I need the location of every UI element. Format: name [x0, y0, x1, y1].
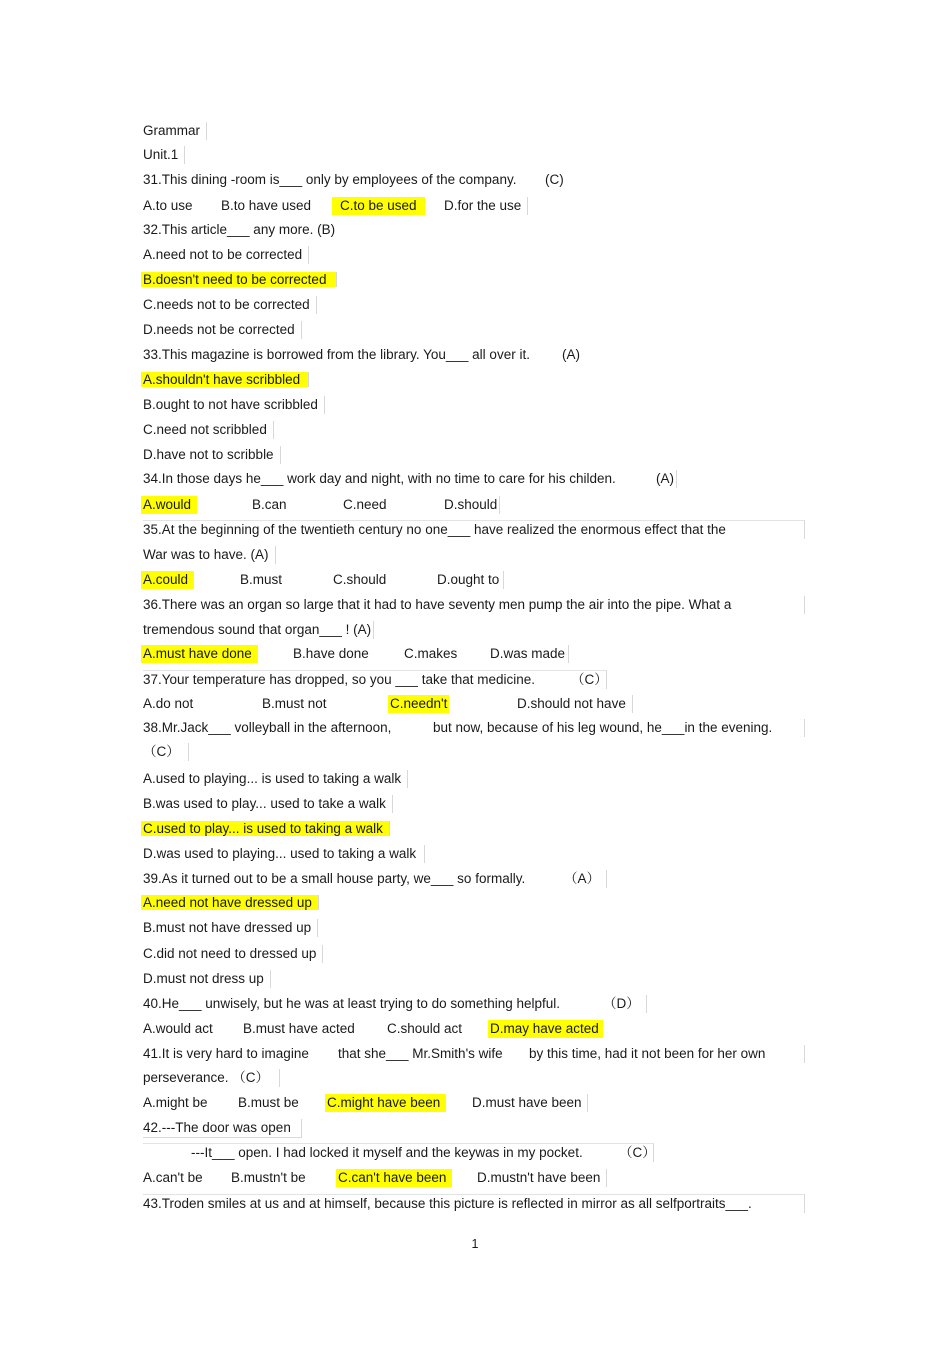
option-b: B.must be [238, 1095, 299, 1110]
option-d: D.needs not be corrected [143, 321, 302, 339]
heading: Grammar [143, 122, 207, 140]
option-c: C.did not need to dressed up [143, 945, 323, 963]
option-c: C.need not scribbled [143, 421, 274, 439]
question-36-line2: tremendous sound that organ___ ! (A) [143, 621, 374, 639]
options-31 [143, 197, 528, 215]
question-stem: 31.This dining -room is___ only by employees of the company. [143, 172, 517, 187]
option-c: C.need [343, 497, 387, 512]
option-d: D.was used to playing... used to taking a walk [143, 845, 425, 863]
option-c-correct: C.to be used [332, 197, 425, 215]
option-a: A.to use [143, 198, 193, 213]
option-c: C.needs not to be corrected [143, 296, 317, 314]
question-stem-b: that she___ Mr.Smith's wife [338, 1046, 503, 1061]
question-42: 42.---The door was open [143, 1119, 302, 1138]
option-d: D.for the use [444, 197, 528, 215]
option-b: B.can [252, 497, 287, 512]
option-c-correct: C.might have been [325, 1094, 446, 1112]
option-c-correct: C.needn't [390, 696, 448, 711]
option-a: A.would act [143, 1021, 213, 1036]
question-stem-c: by this time, had it not been for her own [529, 1046, 766, 1061]
page-number: 1 [471, 1237, 479, 1251]
option-b: B.mustn't be [231, 1170, 306, 1185]
option-b: B.have done [293, 646, 369, 661]
question-35-line2: War was to have. (A) [143, 546, 276, 564]
option-d: D.must not dress up [143, 970, 271, 988]
option-d: D.have not to scribble [143, 446, 281, 464]
option-d: D.should [444, 496, 500, 514]
option-b: B.was used to play... used to take a walk [143, 795, 393, 813]
option-d: D.mustn't have been [477, 1169, 607, 1187]
option-b-text: B.doesn't need to be corrected [141, 272, 337, 287]
answer-key: （D） [603, 995, 647, 1013]
option-b: B.must [240, 572, 283, 587]
option-a: A.can't be [143, 1170, 203, 1185]
question-stem-b: but now, because of his leg wound, he___in the evening. [433, 720, 773, 735]
option-c-correct [143, 820, 390, 838]
option-c-correct: C.can't have been [336, 1169, 452, 1187]
question-33 [143, 346, 580, 364]
option-a: A.used to playing... is used to taking a walk [143, 770, 408, 788]
answer-key: (A) [562, 347, 580, 362]
answer-key: （C） [571, 672, 608, 687]
question-38-line1 [143, 719, 805, 737]
options-41 [143, 1094, 588, 1112]
option-d: D.ought to [437, 571, 504, 589]
question-stem-a: 41.It is very hard to imagine [143, 1046, 309, 1061]
option-b: B.must not [262, 696, 327, 711]
option-d: D.must have been [472, 1095, 582, 1110]
option-b: B.must not have dressed up [143, 919, 318, 937]
option-c: C.should [333, 572, 387, 587]
option-c: C.makes [404, 646, 458, 661]
option-a-correct: A.would [141, 496, 197, 514]
option-a: A.do not [143, 696, 194, 711]
question-stem: 39.As it turned out to be a small house party, we___ so formally. [143, 871, 526, 886]
option-b: B.to have used [221, 198, 312, 213]
question-39 [143, 870, 601, 888]
option-a-text: A.need not have dressed up [141, 895, 319, 910]
question-32: 32.This article___ any more. (B) [143, 222, 336, 237]
question-41-line1 [143, 1045, 805, 1063]
option-a-correct: A.could [141, 571, 194, 589]
option-a-text: A.shouldn't have scribbled [141, 372, 309, 387]
question-stem-a: 38.Mr.Jack___ volleyball in the afternoon, [143, 720, 392, 735]
option-c-text: C.used to play... is used to taking a walk [141, 821, 390, 836]
question-40 [143, 995, 640, 1013]
option-a-correct [143, 371, 309, 389]
answer-key-38: （C） [143, 743, 189, 761]
option-c: C.should act [387, 1021, 463, 1036]
unit-title: Unit.1 [143, 146, 185, 164]
option-a: A.might be [143, 1095, 208, 1110]
option-d: D.was made [490, 646, 566, 661]
question-36-line1: 36.There was an organ so large that it had to have seventy men pump the air into the pipe. What a [143, 596, 805, 614]
question-37 [143, 670, 607, 689]
question-stem: 33.This magazine is borrowed from the library. You___ all over it. [143, 347, 530, 362]
question-42-reply [143, 1143, 654, 1162]
option-d: D.should not have [517, 696, 626, 711]
option-d-correct: D.may have acted [488, 1020, 603, 1038]
question-41-line2: perseverance. （C） [143, 1069, 280, 1087]
option-a-correct [143, 894, 319, 912]
question-stem: 40.He___ unwisely, but he was at least trying to do something helpful. [143, 996, 560, 1011]
answer-key: (C) [545, 172, 564, 187]
question-stem: 37.Your temperature has dropped, so you ___ take that medicine. [143, 672, 536, 687]
question-43: 43.Troden smiles at us and at himself, because this picture is reflected in mirror as all selfportraits___. [143, 1194, 805, 1213]
answer-key: （A） [564, 870, 607, 888]
option-a-correct: A.must have done [141, 645, 258, 663]
question-stem: 34.In those days he___ work day and night, with no time to care for his childen. [143, 471, 616, 486]
option-b: B.ought to not have scribbled [143, 396, 325, 414]
options-37 [143, 695, 633, 713]
answer-key: (A) [656, 470, 677, 488]
question-34 [143, 470, 674, 488]
options-36 [143, 645, 569, 663]
answer-key: （C） [619, 1145, 656, 1160]
option-b: B.must have acted [243, 1021, 355, 1036]
question-35-line1: 35.At the beginning of the twentieth century no one___ have realized the enormous effect that the [143, 520, 805, 539]
option-b-correct [143, 271, 337, 289]
reply-text: ---It___ open. I had locked it myself and the keywas in my pocket. [191, 1145, 583, 1160]
question-31 [143, 171, 564, 189]
option-a: A.need not to be corrected [143, 246, 309, 264]
